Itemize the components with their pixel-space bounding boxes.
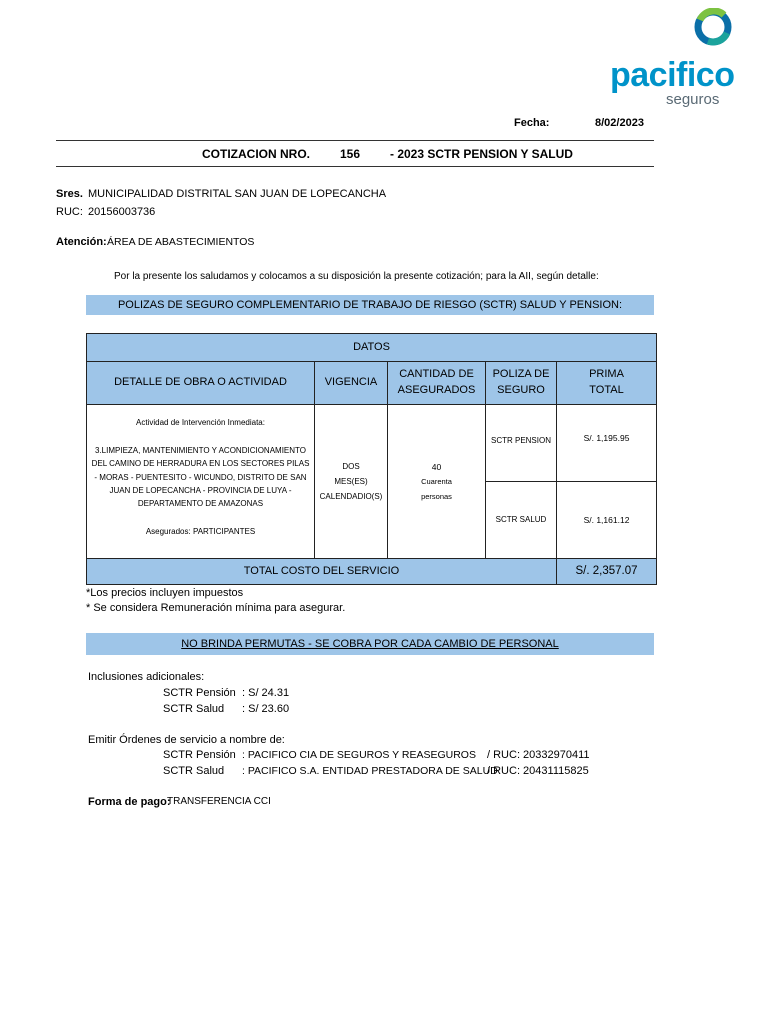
orden-ruc: / RUC: 20431115825 [487, 765, 589, 777]
inclusion-value: : S/ 24.31 [242, 687, 290, 699]
sres-value: MUNICIPALIDAD DISTRITAL SAN JUAN DE LOPECANCHA [88, 188, 387, 200]
logo-brand-text: pacifico [610, 56, 735, 94]
vigencia-line1: DOS [342, 461, 360, 471]
atencion-value: ÁREA DE ABASTECIMIENTOS [107, 236, 255, 248]
note-impuestos: *Los precios incluyen impuestos [86, 587, 244, 599]
col-header-detalle: DETALLE DE OBRA O ACTIVIDAD [87, 362, 315, 405]
divider-top [56, 140, 654, 141]
cotizacion-number: 156 [340, 147, 361, 161]
intro-text: Por la presente los saludamos y colocamos a su disposición la presente cotización; para la AII, según detalle: [114, 271, 599, 282]
fecha-label: Fecha: [514, 117, 550, 129]
vigencia-cell [315, 405, 388, 559]
inclusion-label: SCTR Salud [163, 703, 225, 715]
cotizacion-label: COTIZACION NRO. [202, 147, 310, 161]
actividad-desc: 3.LIMPIEZA, MANTENIMIENTO Y ACONDICIONAMIENTO DEL CAMINO DE HERRADURA EN LOS SECTORES PILAS - MORAS - PUENTESITO - WICUNDO, DISTRITO DE SAN JUAN DE LOPECANCHA - PROVINCIA DE LUYA - DEPARTAMENTO DE AMAZONAS [91, 446, 310, 508]
col-header-poliza-line2: SEGURO [497, 384, 545, 396]
pago-value: TRANSFERENCIA CCI [167, 796, 271, 807]
orden-value: : PACIFICO CIA DE SEGUROS Y REASEGUROS [242, 749, 476, 761]
pacifico-ring-icon [694, 8, 732, 46]
orden-label: SCTR Pensión [163, 749, 236, 761]
ruc-value: 20156003736 [88, 206, 156, 218]
vigencia-line2: MES(ES) [334, 476, 368, 486]
pacifico-logo [606, 8, 736, 112]
poliza-salud-cell: SCTR SALUD [486, 482, 557, 559]
col-header-cantidad-line2: ASEGURADOS [397, 384, 476, 396]
col-header-cantidad [388, 362, 486, 405]
section-band-permutas-text: NO BRINDA PERMUTAS - SE COBRA POR CADA CAMBIO DE PERSONAL [181, 638, 559, 650]
ruc-label: RUC: [56, 206, 83, 218]
prima-salud-cell: S/. 1,161.12 [557, 482, 657, 559]
cantidad-cell [388, 405, 486, 559]
col-header-vigencia: VIGENCIA [315, 362, 388, 405]
asegurados-text: Asegurados: PARTICIPANTES [145, 527, 256, 537]
col-header-cantidad-line1: CANTIDAD DE [399, 368, 474, 381]
cantidad-number: 40 [431, 462, 442, 473]
section-band-polizas-text: POLIZAS DE SEGURO COMPLEMENTARIO DE TRABAJO DE RIESGO (SCTR) SALUD Y PENSION: [117, 299, 623, 311]
quote-table [86, 333, 657, 585]
ordenes-title: Emitir Órdenes de servicio a nombre de: [88, 734, 285, 746]
pago-label: Forma de pago: [88, 796, 171, 808]
col-header-prima-line1: PRIMA [589, 368, 624, 381]
detalle-cell [87, 405, 315, 559]
actividad-title: Actividad de Intervención Inmediata: [136, 418, 265, 427]
orden-label: SCTR Salud [163, 765, 225, 777]
total-label: TOTAL COSTO DEL SERVICIO [87, 559, 557, 585]
col-header-prima-line2: TOTAL [589, 384, 624, 396]
sres-label: Sres. [56, 188, 83, 200]
col-header-poliza-line1: POLIZA DE [492, 368, 550, 381]
logo-sub-text: seguros [666, 91, 720, 108]
prima-pension-cell: S/. 1,195.95 [557, 405, 657, 482]
cotizacion-suffix: - 2023 SCTR PENSION Y SALUD [390, 147, 573, 161]
cantidad-text-2: personas [421, 491, 452, 501]
inclusiones-title: Inclusiones adicionales: [88, 671, 205, 683]
atencion-label: Atención: [56, 236, 107, 248]
section-band-permutas [86, 633, 654, 655]
divider-bottom [56, 166, 654, 167]
fecha-value: 8/02/2023 [595, 117, 644, 129]
poliza-pension-cell: SCTR PENSION [486, 405, 557, 482]
section-band-polizas [86, 295, 654, 315]
col-header-poliza [486, 362, 557, 405]
inclusion-value: : S/ 23.60 [242, 703, 290, 715]
col-header-prima [557, 362, 657, 405]
datos-header: DATOS [87, 334, 657, 362]
orden-value: : PACIFICO S.A. ENTIDAD PRESTADORA DE SALUD [242, 765, 498, 777]
inclusion-label: SCTR Pensión [163, 687, 236, 699]
note-remuneracion: * Se considera Remuneración mínima para asegurar. [86, 602, 346, 614]
total-value: S/. 2,357.07 [557, 559, 657, 585]
cantidad-text-1: Cuarenta [421, 477, 452, 487]
orden-ruc: / RUC: 20332970411 [487, 749, 590, 761]
vigencia-line3: CALENDADIO(S) [319, 492, 383, 502]
